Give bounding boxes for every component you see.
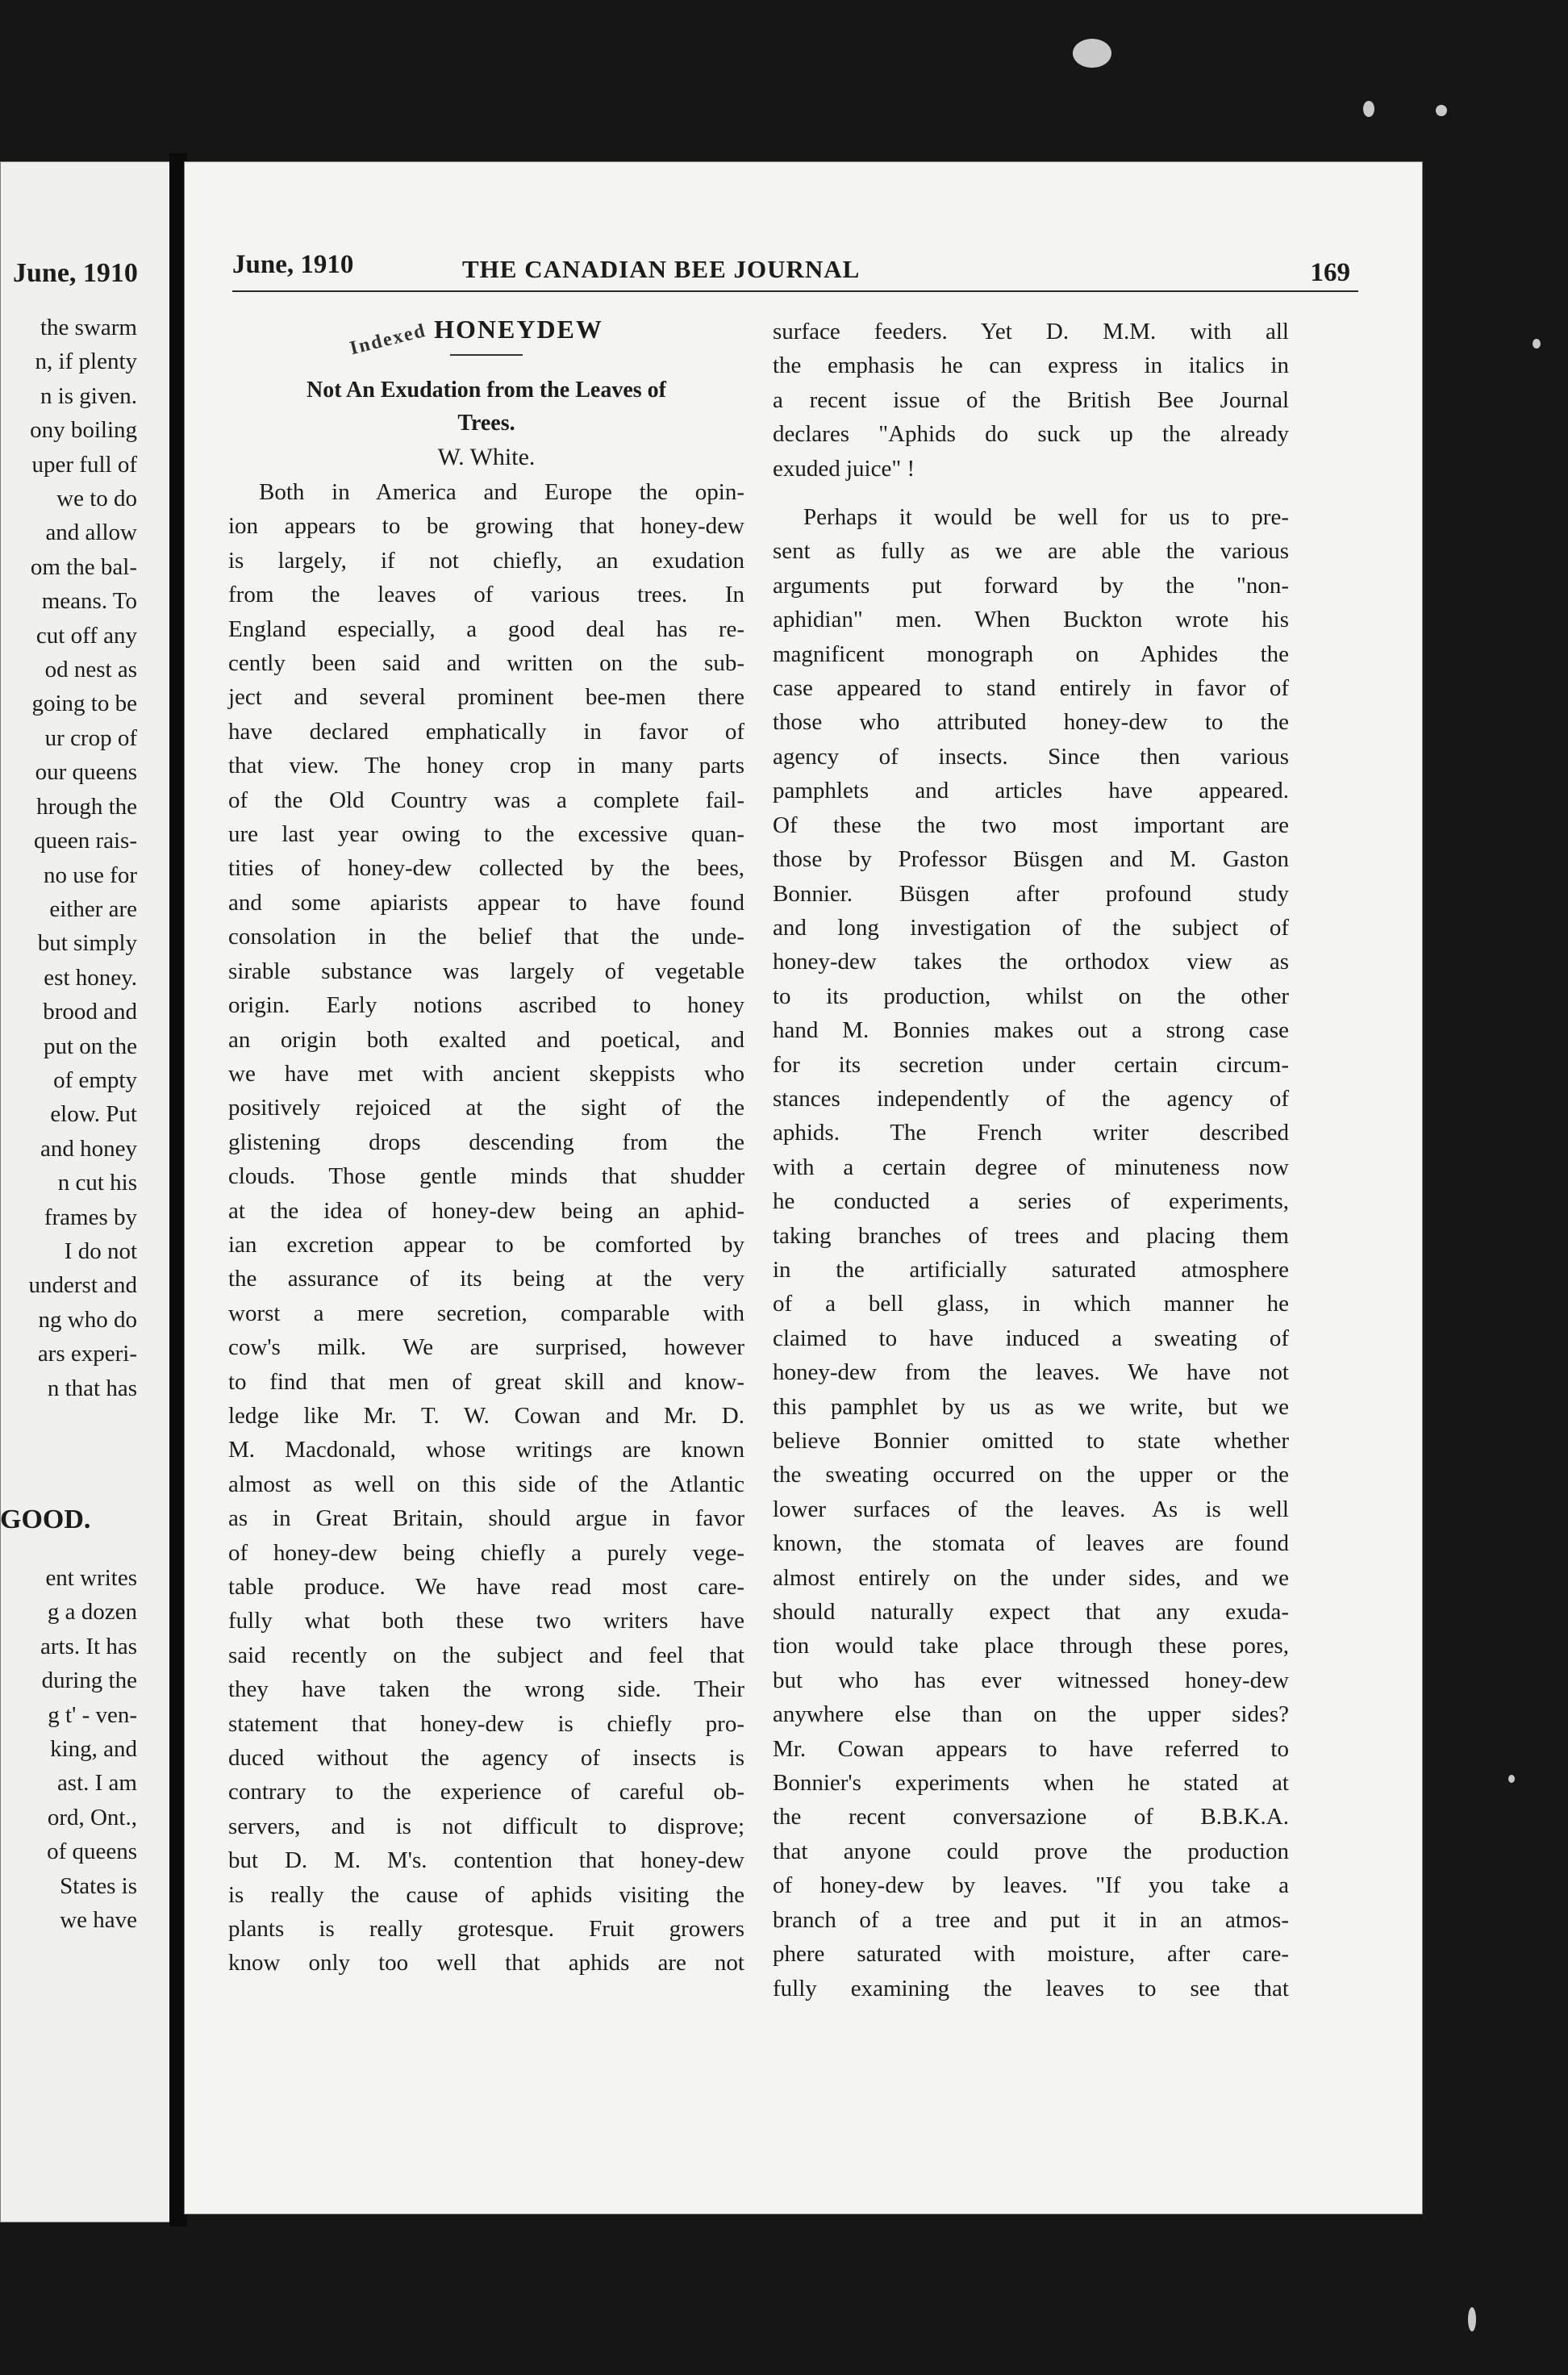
- text-line: know only too well that aphids are not: [228, 1950, 744, 1976]
- text-line: fully examining the leaves to see that: [773, 1975, 1289, 2001]
- text-line: the emphasis he can express in italics in: [773, 353, 1289, 379]
- text-line: our queens: [35, 759, 137, 786]
- column-left-text: [228, 475, 744, 1981]
- text-line: cow's milk. We are surprised, however: [228, 1334, 744, 1361]
- text-line: Both in America and Europe the opin-: [259, 479, 744, 505]
- text-line: taking branches of trees and placing them: [773, 1222, 1289, 1249]
- text-line: sent as fully as we are able the various: [773, 538, 1289, 565]
- article-title-block: [293, 315, 744, 360]
- text-line: queen rais-: [33, 828, 137, 854]
- dust-speck: [1508, 1775, 1515, 1783]
- text-line: Bonnier. Büsgen after profound study: [773, 880, 1289, 907]
- article-subtitle-line-2: Trees.: [457, 411, 515, 436]
- text-line: of queens: [47, 1839, 137, 1865]
- text-line: agency of insects. Since then various: [773, 743, 1289, 770]
- text-line: almost as well on this side of the Atlantic: [228, 1471, 744, 1497]
- text-line: declares "Aphids do suck up the already: [773, 421, 1289, 448]
- text-line: pamphlets and articles have appeared.: [773, 778, 1289, 804]
- column-right-paragraph-2: [773, 500, 1289, 2006]
- text-line: magnificent monograph on Aphides the: [773, 641, 1289, 667]
- text-line: we have met with ancient skeppists who: [228, 1060, 744, 1087]
- text-line: worst a mere secretion, comparable with: [228, 1300, 744, 1326]
- text-line: of a bell glass, in which manner he: [773, 1291, 1289, 1317]
- facing-page-text-block-1: [0, 311, 137, 1405]
- text-line: exuded juice" !: [773, 455, 915, 482]
- text-line: of empty: [53, 1066, 137, 1093]
- text-line: either are: [49, 895, 137, 922]
- text-line: ject and several prominent bee-men there: [228, 684, 744, 711]
- text-line: for its secretion under certain circum-: [773, 1051, 1289, 1078]
- text-line: consolation in the belief that the unde-: [228, 924, 744, 950]
- text-line: ast. I am: [56, 1770, 137, 1797]
- text-line: I do not: [64, 1238, 137, 1264]
- column-right: [773, 315, 1289, 2006]
- running-header: [232, 250, 1350, 287]
- text-line: almost entirely on the under sides, and we: [773, 1564, 1289, 1591]
- text-line: at the idea of honey-dew being an aphid-: [228, 1197, 744, 1224]
- text-line: ent writes: [45, 1565, 137, 1591]
- dust-speck: [1073, 39, 1111, 68]
- facing-page-header: June, 1910: [13, 258, 138, 288]
- text-line: tion would take place through these pores,: [773, 1633, 1289, 1659]
- text-line: stances independently of the agency of: [773, 1085, 1289, 1112]
- text-line: clouds. Those gentle minds that shudder: [228, 1163, 744, 1190]
- text-line: means. To: [41, 588, 137, 615]
- facing-page-text-block-2: [0, 1561, 137, 1937]
- text-line: ur crop of: [44, 724, 137, 751]
- text-line: we have: [60, 1907, 137, 1934]
- text-line: from the leaves of various trees. In: [228, 582, 744, 608]
- text-line: plants is really grotesque. Fruit growers: [228, 1916, 744, 1943]
- text-line: Of these the two most important are: [773, 812, 1289, 838]
- text-line: going to be: [31, 691, 137, 717]
- text-line: but who has ever witnessed honey-dew: [773, 1667, 1289, 1693]
- text-line: arguments put forward by the "non-: [773, 572, 1289, 599]
- text-line: Perhaps it would be well for us to pre-: [803, 504, 1289, 531]
- text-line: of honey-dew being chiefly a purely vege-: [228, 1539, 744, 1566]
- text-line: ony boiling: [30, 417, 137, 444]
- text-line: glistening drops descending from the: [228, 1129, 744, 1155]
- text-line: known, the stomata of leaves are found: [773, 1530, 1289, 1557]
- text-line: honey-dew from the leaves. We have not: [773, 1359, 1289, 1386]
- text-line: n cut his: [57, 1170, 137, 1196]
- text-line: aphidian" men. When Buckton wrote his: [773, 607, 1289, 633]
- header-rule: [232, 290, 1358, 292]
- text-line: said recently on the subject and feel that: [228, 1642, 744, 1668]
- text-line: ars experi-: [37, 1341, 137, 1367]
- text-line: of honey-dew by leaves. "If you take a: [773, 1872, 1289, 1899]
- text-line: case appeared to stand entirely in favor of: [773, 675, 1289, 702]
- text-line: aphids. The French writer described: [773, 1120, 1289, 1146]
- text-line: arts. It has: [40, 1633, 137, 1659]
- text-line: we to do: [56, 486, 137, 512]
- text-line: n is given.: [40, 382, 137, 409]
- text-line: servers, and is not difficult to disprove;: [228, 1813, 744, 1839]
- text-line: with a certain degree of minuteness now: [773, 1154, 1289, 1180]
- text-line: statement that honey-dew is chiefly pro-: [228, 1710, 744, 1737]
- journal-title: THE CANADIAN BEE JOURNAL: [462, 255, 861, 283]
- text-line: table produce. We have read most care-: [228, 1574, 744, 1600]
- text-line: believe Bonnier omitted to state whether: [773, 1428, 1289, 1454]
- text-line: honey-dew takes the orthodox view as: [773, 949, 1289, 975]
- text-line: as in Great Britain, should argue in favor: [228, 1505, 744, 1532]
- text-line: in the artificially saturated atmosphere: [773, 1256, 1289, 1283]
- text-line: M. Macdonald, whose writings are known: [228, 1437, 744, 1463]
- text-line: and allow: [45, 520, 137, 546]
- text-line: to its production, whilst on the other: [773, 983, 1289, 1009]
- text-line: the assurance of its being at the very: [228, 1266, 744, 1292]
- text-line: hrough the: [36, 793, 137, 820]
- article-author: W. White.: [437, 444, 536, 470]
- text-line: should naturally expect that any exuda-: [773, 1599, 1289, 1626]
- text-line: during the: [41, 1668, 137, 1694]
- text-line: is really the cause of aphids visiting the: [228, 1881, 744, 1908]
- text-line: have declared emphatically in favor of: [228, 718, 744, 745]
- text-line: of the Old Country was a complete fail-: [228, 787, 744, 813]
- text-line: tities of honey-dew collected by the bees,: [228, 855, 744, 882]
- text-line: cut off any: [35, 622, 137, 649]
- text-line: branch of a tree and put it in an atmos-: [773, 1906, 1289, 1933]
- facing-page-heading: GOOD.: [0, 1505, 91, 1534]
- text-line: od nest as: [44, 657, 137, 683]
- text-line: est honey.: [44, 964, 137, 991]
- text-line: no use for: [44, 862, 137, 888]
- text-line: king, and: [50, 1736, 137, 1763]
- journal-page: [184, 161, 1423, 2214]
- text-line: frames by: [44, 1204, 137, 1230]
- text-line: g a dozen: [47, 1599, 137, 1626]
- text-line: sirable substance was largely of vegetable: [228, 958, 744, 984]
- column-left: [228, 315, 744, 1981]
- text-line: om the bal-: [30, 553, 137, 580]
- text-line: fully what both these two writers have: [228, 1608, 744, 1634]
- dust-speck: [1468, 2307, 1476, 2331]
- text-line: the swarm: [40, 315, 137, 340]
- text-line: those who attributed honey-dew to the: [773, 709, 1289, 736]
- text-line: lower surfaces of the leaves. As is well: [773, 1496, 1289, 1522]
- text-line: cently been said and written on the sub-: [228, 650, 744, 677]
- indexed-stamp: Indexed: [348, 319, 429, 360]
- title-rule: [450, 354, 523, 356]
- text-line: that view. The honey crop in many parts: [228, 753, 744, 779]
- text-line: n, if plenty: [35, 349, 137, 375]
- text-line: positively rejoiced at the sight of the: [228, 1095, 744, 1121]
- text-line: Bonnier's experiments when he stated at: [773, 1770, 1289, 1797]
- text-line: contrary to the experience of careful ob-: [228, 1779, 744, 1805]
- text-line: put on the: [44, 1033, 137, 1059]
- article-subtitle-line-1: Not An Exudation from the Leaves of: [307, 378, 666, 403]
- text-line: g t' - ven-: [48, 1701, 137, 1728]
- dust-speck: [1436, 105, 1447, 116]
- text-line: brood and: [43, 999, 137, 1025]
- text-line: England especially, a good deal has re-: [228, 616, 744, 642]
- paragraph-gap: [773, 486, 1289, 500]
- text-line: ord, Ont.,: [47, 1804, 137, 1830]
- text-line: claimed to have induced a sweating of: [773, 1325, 1289, 1351]
- text-line: elow. Put: [50, 1101, 137, 1128]
- text-line: a recent issue of the British Bee Journal: [773, 386, 1289, 413]
- text-line: States is: [60, 1872, 137, 1899]
- text-line: Mr. Cowan appears to have referred to: [773, 1735, 1289, 1762]
- dust-speck: [1533, 339, 1541, 349]
- text-line: ion appears to be growing that honey-dew: [228, 513, 744, 540]
- text-line: ledge like Mr. T. W. Cowan and Mr. D.: [228, 1402, 744, 1429]
- text-line: he conducted a series of experiments,: [773, 1188, 1289, 1215]
- text-line: and honey: [40, 1135, 137, 1162]
- text-line: is largely, if not chiefly, an exudation: [228, 547, 744, 574]
- text-line: surface feeders. Yet D. M.M. with all: [773, 319, 1289, 344]
- text-line: they have taken the wrong side. Their: [228, 1676, 744, 1703]
- text-line: origin. Early notions ascribed to honey: [228, 992, 744, 1019]
- text-line: underst and: [28, 1272, 137, 1299]
- text-line: and long investigation of the subject of: [773, 914, 1289, 941]
- text-line: to find that men of great skill and know-: [228, 1368, 744, 1395]
- text-line: that anyone could prove the production: [773, 1838, 1289, 1864]
- text-line: n that has: [47, 1375, 137, 1401]
- header-date: June, 1910: [232, 250, 354, 279]
- text-line: duced without the agency of insects is: [228, 1745, 744, 1772]
- text-line: ure last year owing to the excessive quan-: [228, 821, 744, 848]
- column-right-paragraph-1: [773, 315, 1289, 486]
- text-line: phere saturated with moisture, after care-: [773, 1941, 1289, 1968]
- text-line: uper full of: [31, 451, 137, 478]
- text-line: those by Professor Büsgen and M. Gaston: [773, 846, 1289, 873]
- dust-speck: [1363, 101, 1374, 117]
- text-line: the recent conversazione of B.B.K.A.: [773, 1804, 1289, 1830]
- text-line: this pamphlet by us as we write, but we: [773, 1393, 1289, 1420]
- text-line: ng who do: [38, 1306, 137, 1333]
- article-title: HONEYDEW: [434, 315, 603, 344]
- text-line: but simply: [37, 930, 137, 957]
- page-number: 169: [1310, 258, 1350, 287]
- text-line: an origin both exalted and poetical, and: [228, 1026, 744, 1053]
- text-line: ian excretion appear to be comforted by: [228, 1231, 744, 1258]
- text-line: anywhere else than on the upper sides?: [773, 1701, 1289, 1728]
- text-line: hand M. Bonnies makes out a strong case: [773, 1017, 1289, 1044]
- facing-page: [0, 161, 176, 2223]
- text-line: but D. M. M's. contention that honey-dew: [228, 1847, 744, 1874]
- text-line: and some apiarists appear to have found: [228, 889, 744, 916]
- text-line: the sweating occurred on the upper or the: [773, 1462, 1289, 1488]
